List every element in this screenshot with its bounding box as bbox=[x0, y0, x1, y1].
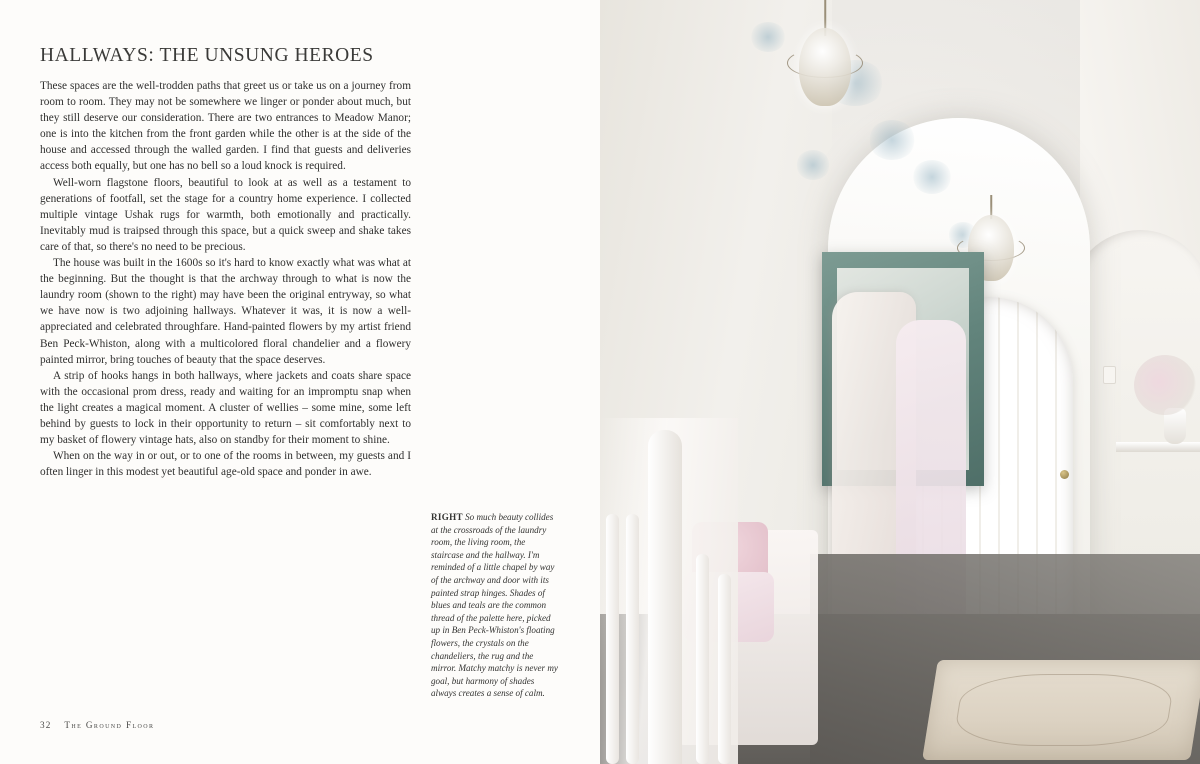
paragraph: A strip of hooks hangs in both hallways, where jackets and coats share space with the occasional prom dress, ready and waiting for an impromptu snap when the light creates a magical moment. A cluster of wellies – some mine, some left behind by guests to lock in their opportunity to return – sit comfortably next to my basket of flowery vintage hats, also on standby for their moment to shine. bbox=[40, 369, 411, 447]
spindle bbox=[626, 514, 639, 764]
spindle bbox=[606, 514, 619, 764]
hallway-photograph bbox=[600, 0, 1200, 764]
painted-flower-sprig bbox=[868, 120, 916, 160]
photo-caption bbox=[431, 511, 558, 700]
body-text-column bbox=[40, 78, 411, 480]
caption-lead: RIGHT bbox=[431, 512, 463, 522]
paragraph: When on the way in or out, or to one of the rooms in between, my guests and I often linger in this modest yet beautiful age-old space and ponder in awe. bbox=[40, 450, 411, 479]
page-title: HALLWAYS: THE UNSUNG HEROES bbox=[40, 44, 374, 66]
door-knob bbox=[1060, 470, 1069, 479]
paragraph: The house was built in the 1600s so it's hard to know exactly what was what at the beginning. But the thought is that the archway through to what is now the laundry room (shown to the right) may have been the original entryway, so what we have now is two adjoining hallways. Whatever it was, it is now a well-appreciated and celebrated throughfare. Hand-painted flowers by my artist friend Ben Peck-Whiston, along with a multicolored floral chandelier and a flowery painted mirror, bring touches of beauty that the space deserves. bbox=[40, 257, 411, 366]
paragraph: Well-worn flagstone floors, beautiful to look at as well as a testament to generations of footfall, set the stage for a country home experience. I collected multiple vintage Ushak rugs for warmth, both emotionally and practically. Inevitably mud is traipsed through this space, but a quick sweep and shake takes care of that, so there's no need to be precious. bbox=[40, 176, 411, 253]
spindle bbox=[696, 554, 709, 764]
window-shelf bbox=[1116, 442, 1200, 452]
chandelier-large bbox=[775, 0, 875, 135]
light-switch bbox=[1103, 366, 1116, 384]
folio bbox=[40, 720, 154, 730]
vintage-rug bbox=[922, 660, 1200, 760]
folio-label: The Ground Floor bbox=[64, 720, 155, 730]
painted-flower-sprig bbox=[796, 150, 830, 180]
newel-post bbox=[648, 430, 682, 764]
paragraph: These spaces are the well-trodden paths that greet us or take us on a journey from room to room. They may not be somewhere we linger or ponder about much, but they still deserve our consideration. There are two entrances to Meadow Manor; one is into the kitchen from the front garden while the other is at the side of the house and accessed through the walled garden. I find that guests and deliveries access both equally, but one has no bell so a loud knock is required. bbox=[40, 80, 411, 173]
caption-text: So much beauty collides at the crossroads of the laundry room, the living room, the staircase and the hallway. I'm reminded of a little chapel by way of the archway and door with its painted strap hinges. Shades of blues and teals are the common thread of the palette here, picked up in Ben Peck-Whiston's floating flowers, the crystals on the chandeliers, the rug and the mirror. Matchy matchy is never my goal, but harmony of shades always creates a sense of calm. bbox=[431, 512, 558, 699]
right-photo-page bbox=[600, 0, 1200, 764]
painted-flower-sprig bbox=[912, 160, 952, 194]
spindle bbox=[718, 574, 731, 764]
flower-arrangement bbox=[1134, 355, 1196, 415]
chandelier-crystals bbox=[799, 28, 851, 106]
folio-number: 32 bbox=[40, 720, 52, 730]
